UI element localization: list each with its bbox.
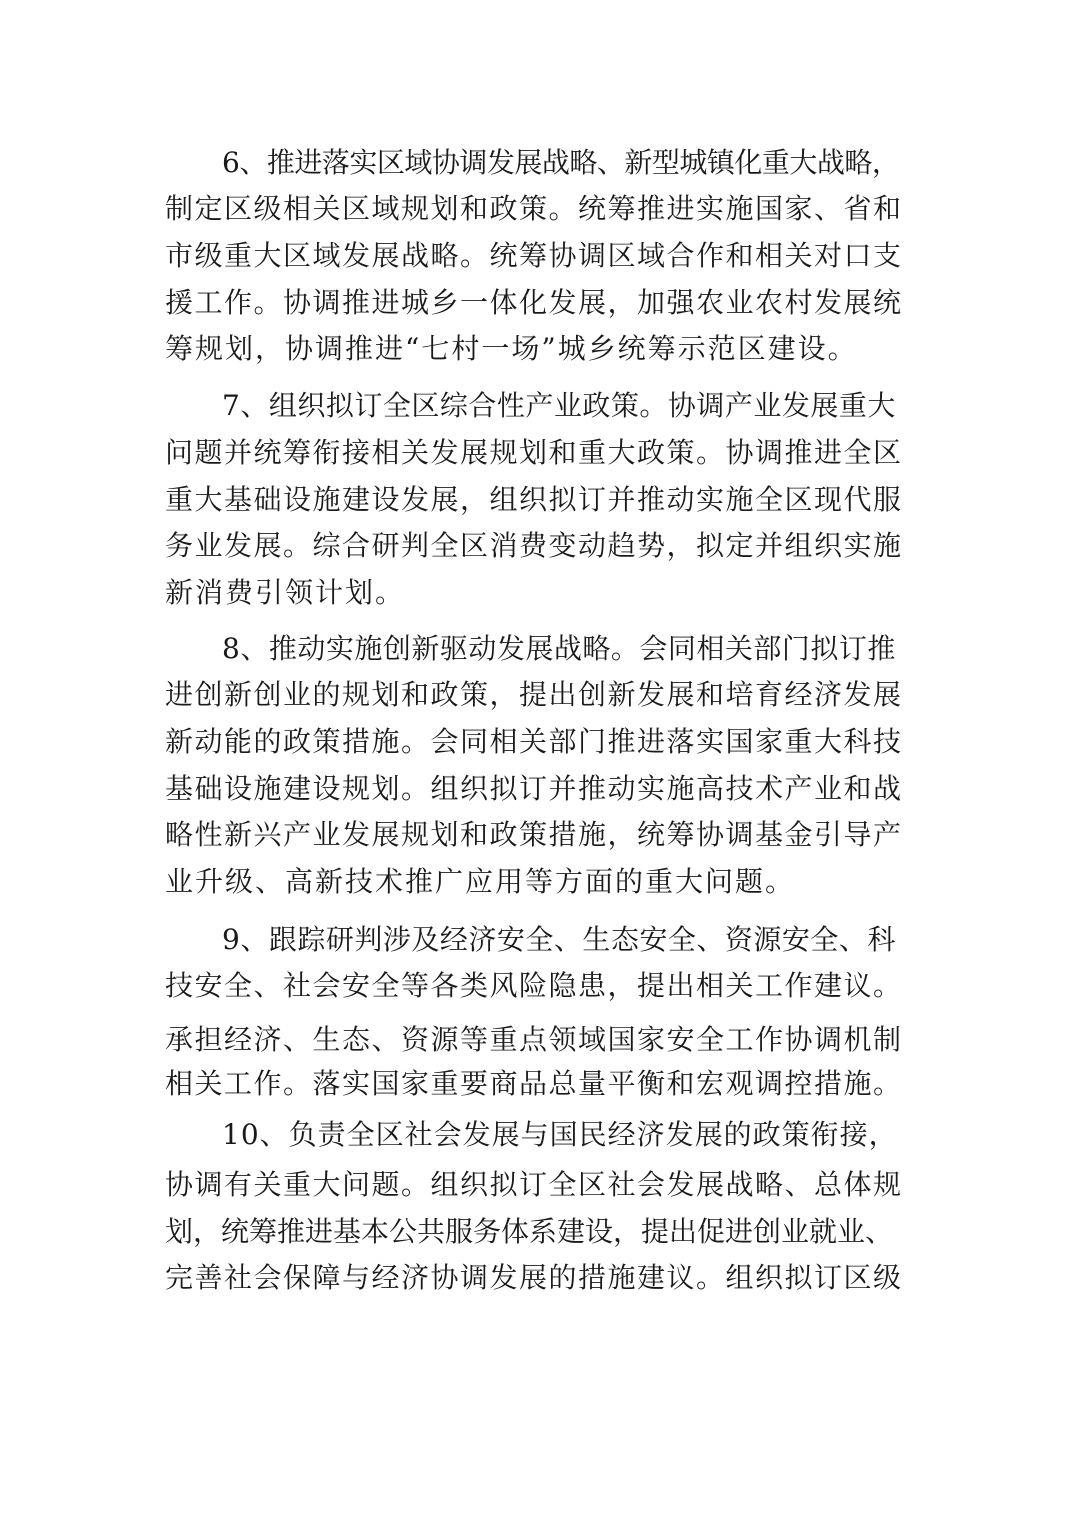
paragraph-7-line-4: 务业发展。综合研判全区消费变动趋势，拟定并组织实施: [165, 529, 903, 562]
paragraph-7-line-2: 问题并统筹衔接相关发展规划和重大政策。协调推进全区: [165, 436, 903, 469]
paragraph-6-line-4: 援工作。协调推进城乡一体化发展，加强农业农村发展统: [165, 286, 903, 319]
paragraph-6-line-1: 6、推进落实区域协调发展战略、新型城镇化重大战略，: [222, 146, 900, 179]
paragraph-7-line-1: 7、组织拟订全区综合性产业政策。协调产业发展重大: [222, 389, 896, 422]
paragraph-10-line-1: 10、负责全区社会发展与国民经济发展的政策衔接，: [222, 1118, 898, 1151]
paragraph-10-line-4: 完善社会保障与经济协调发展的措施建议。组织拟订区级: [165, 1261, 903, 1294]
paragraph-6-line-5: 筹规划，协调推进“七村一场”城乡统筹示范区建设。: [165, 332, 858, 365]
paragraph-7-line-3: 重大基础设施建设发展，组织拟订并推动实施全区现代服: [165, 483, 903, 516]
paragraph-9-line-1: 9、跟踪研判涉及经济安全、生态安全、资源安全、科: [222, 923, 896, 956]
paragraph-8-line-5: 略性新兴产业发展规划和政策措施，统筹协调基金引导产: [165, 818, 903, 851]
paragraph-9-line-3: 承担经济、生态、资源等重点领域国家安全工作协调机制: [165, 1023, 903, 1056]
paragraph-8-line-2: 进创新创业的规划和政策，提出创新发展和培育经济发展: [165, 678, 903, 711]
paragraph-6-line-3: 市级重大区域发展战略。统筹协调区域合作和相关对口支: [165, 239, 903, 272]
paragraph-8-line-6: 业升级、高新技术推广应用等方面的重大问题。: [165, 865, 796, 898]
paragraph-8-line-1: 8、推动实施创新驱动发展战略。会同相关部门拟订推: [222, 632, 896, 665]
paragraph-9-line-2: 技安全、社会安全等各类风险隐患，提出相关工作建议。: [165, 969, 903, 1002]
paragraph-10-line-3: 划，统筹推进基本公共服务体系建设，提出促进创业就业、: [165, 1215, 894, 1248]
paragraph-9-line-4: 相关工作。落实国家重要商品总量平衡和宏观调控措施。: [165, 1067, 903, 1100]
paragraph-10-line-2: 协调有关重大问题。组织拟订全区社会发展战略、总体规: [165, 1168, 903, 1201]
paragraph-7-line-5: 新消费引领计划。: [165, 576, 406, 609]
paragraph-8-line-4: 基础设施建设规划。组织拟订并推动实施高技术产业和战: [165, 772, 903, 805]
paragraph-8-line-3: 新动能的政策措施。会同相关部门推进落实国家重大科技: [165, 725, 903, 758]
paragraph-6-line-2: 制定区级相关区域规划和政策。统筹推进实施国家、省和: [165, 192, 903, 225]
